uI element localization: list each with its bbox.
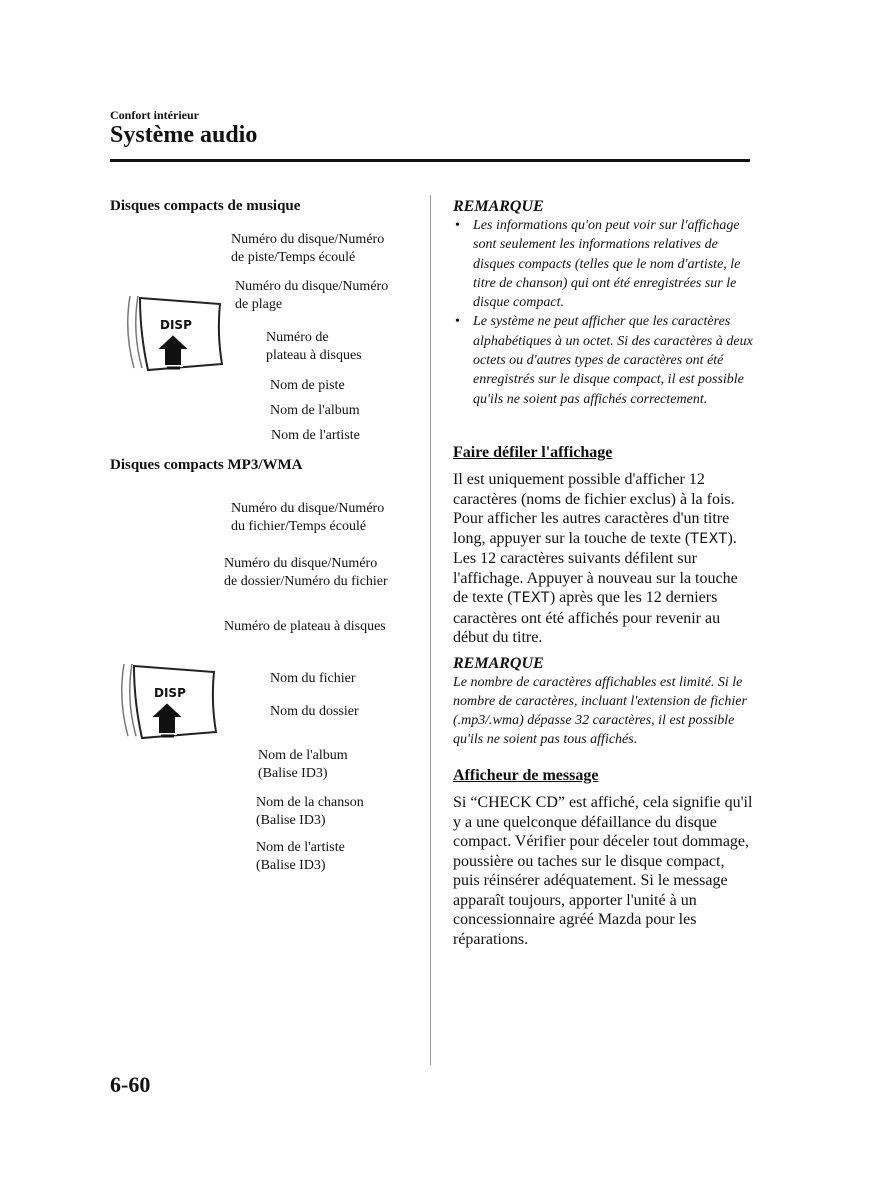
disp-button-mp3[interactable] (116, 662, 226, 742)
remarque-text: Le nombre de caractères affichables est limité. Si le nombre de caractères, incluant l'extension de fichier (.mp3/.wma) dépasse 32 caractères, il est possible qu'ils ne soient pas tous affichés. (453, 675, 747, 747)
music-label-disc-range: Numéro du disque/Numéro de plage (235, 279, 389, 312)
music-label-album-name: Nom de l'album (270, 403, 360, 418)
remarque-item: • Le système ne peut afficher que les caractères alphabétiques à un octet. Si des caractères à deux octets ou d'autres types de caractères ont été enregistrés sur le disque compact, il est possible qu'ils ne soient pas affichés correctement. (453, 312, 753, 408)
disp-button-label: DISP (160, 318, 192, 332)
column-divider (430, 195, 431, 1065)
mp3-label-tray-number: Numéro de plateau à disques (224, 619, 386, 634)
mp3-label-folder-name: Nom du dossier (270, 704, 359, 719)
mp3-label-file-name: Nom du fichier (270, 671, 356, 686)
music-cd-heading: Disques compacts de musique (110, 198, 301, 214)
remarque-heading: REMARQUE (453, 655, 544, 672)
mp3-label-album-id3: Nom de l'album (Balise ID3) (258, 748, 348, 781)
mp3-label-song-id3: Nom de la chanson (Balise ID3) (256, 795, 364, 828)
disp-button-music[interactable] (122, 294, 232, 374)
remarque-block-1 (453, 198, 753, 409)
mp3-label-disc-file-time: Numéro du disque/Numéro du fichier/Temps écoulé (231, 501, 385, 534)
scroll-paragraph (453, 470, 753, 648)
scroll-text-c: ) après que les 12 derniers caractères ont été affichés pour revenir au début du titre. (453, 589, 721, 646)
scroll-text-a: Il est uniquement possible d'afficher 12 caractères (noms de fichier exclus) à la fois. Pour afficher les autres caractères d'un titre long, appuyer sur la touche de texte ( (453, 471, 735, 547)
remarque-list (453, 216, 753, 409)
mp3-label-disc-folder-file: Numéro du disque/Numéro de dossier/Numéro du fichier (224, 556, 388, 589)
remarque-block-2 (453, 655, 753, 749)
music-label-track-name: Nom de piste (270, 378, 345, 393)
remarque-item: • Les informations qu'on peut voir sur l'affichage sont seulement les informations relatives de disques compacts (telles que le nom d'artiste, le titre de chanson) qui ont été enregistrées sur le disque compact. (453, 216, 753, 312)
page-title: Système audio (110, 122, 258, 148)
scroll-text-b: ). Les 12 caractères suivants défilent sur l'affichage. Appuyer à nouveau sur la touche de texte ( (453, 529, 738, 606)
message-section (453, 767, 753, 949)
message-paragraph: Si “CHECK CD” est affiché, cela signifie qu'il y a une quelconque défaillance du disque compact. Vérifier pour déceler tout dommage, poussière ou taches sur le disque compact, puis réinsérer adéquatement. Si le message apparaît toujours, apporter l'unité à un concessionnaire agréé Mazda pour les réparations. (453, 794, 753, 948)
scroll-section (453, 444, 753, 648)
scroll-heading: Faire défiler l'affichage (453, 444, 613, 461)
section-label: Confort intérieur (110, 108, 199, 122)
text-key: TEXT (512, 590, 550, 606)
music-label-tray-number: Numéro de plateau à disques (266, 330, 362, 363)
remarque-heading: REMARQUE (453, 198, 544, 215)
disp-button-illustration (122, 294, 232, 374)
mp3-label-artist-id3: Nom de l'artiste (Balise ID3) (256, 840, 345, 873)
message-heading: Afficheur de message (453, 767, 599, 784)
music-label-artist-name: Nom de l'artiste (271, 428, 360, 443)
page-number: 6-60 (110, 1072, 151, 1097)
disp-button-illustration (116, 662, 226, 742)
mp3-cd-heading: Disques compacts MP3/WMA (110, 457, 303, 473)
text-key: TEXT (690, 530, 728, 547)
title-rule (110, 159, 750, 162)
music-label-disc-track-time: Numéro du disque/Numéro de piste/Temps écoulé (231, 232, 385, 265)
disp-button-label: DISP (154, 686, 186, 700)
